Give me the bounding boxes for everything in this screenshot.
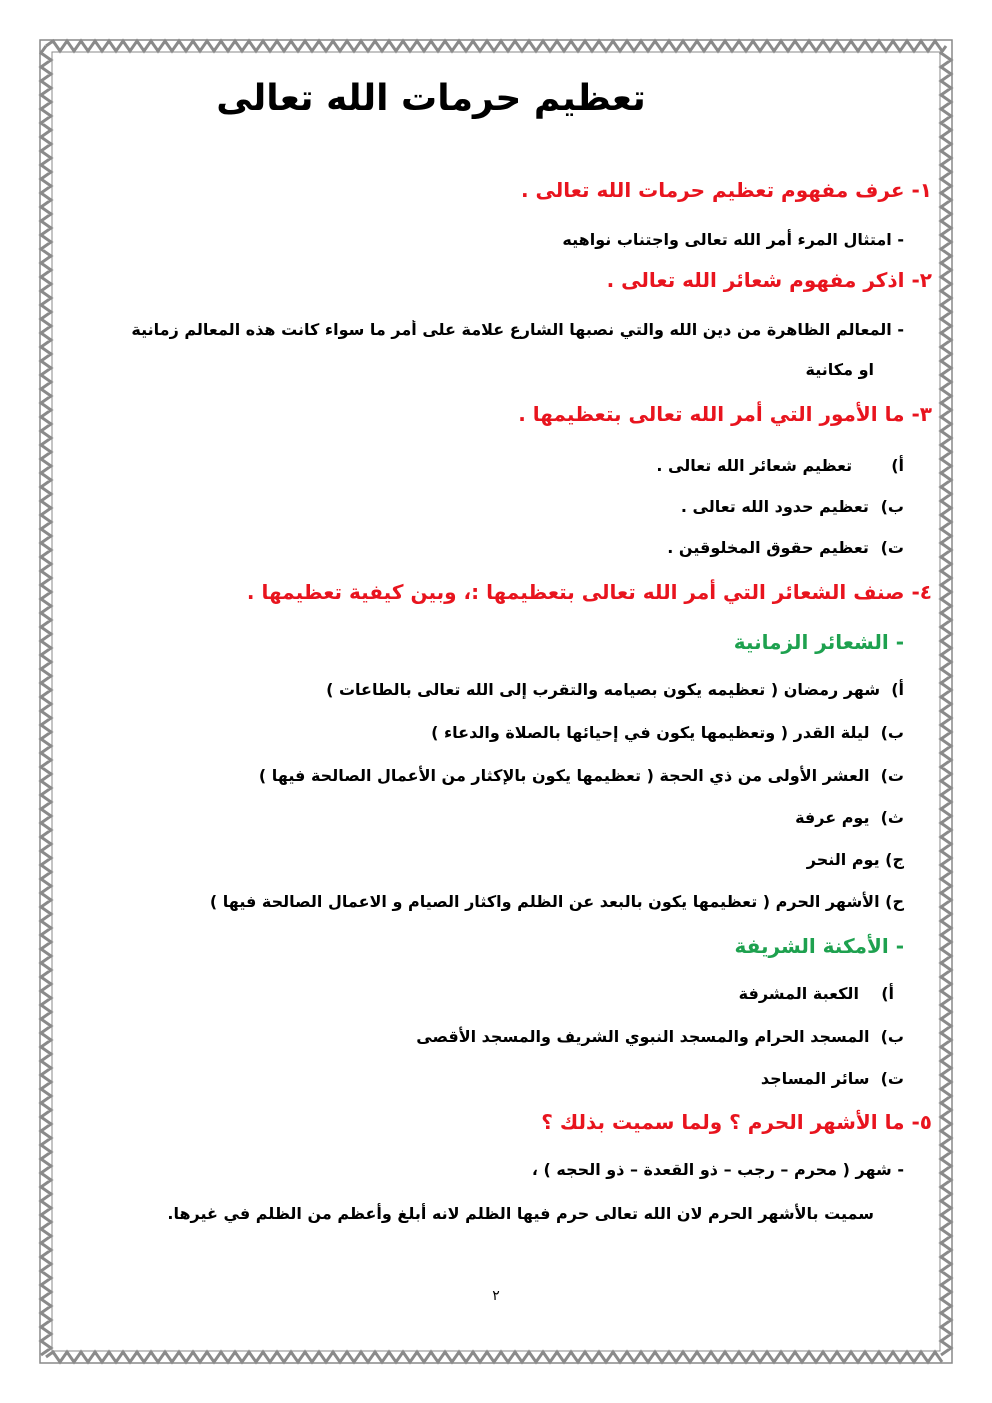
answer-2-line-1: - المعالم الظاهرة من دين الله والتي نصبها الشارع علامة على أمر ما سواء كانت هذه المعالم زمانية xyxy=(131,320,904,339)
item-label: أ) xyxy=(891,680,904,699)
item-label: أ) xyxy=(881,984,894,1003)
places-item xyxy=(761,1069,904,1088)
page-number: ٢ xyxy=(492,1288,500,1304)
page-content xyxy=(60,60,932,1340)
item-text: يوم عرفة xyxy=(795,808,870,827)
item-text: تعظيم شعائر الله تعالى . xyxy=(656,456,853,475)
temporal-item xyxy=(326,680,904,699)
item-label: ت) xyxy=(880,766,904,785)
question-1: ١- عرف مفهوم تعظيم حرمات الله تعالى . xyxy=(520,178,932,202)
places-heading: - الأمكنة الشريفة xyxy=(734,934,904,958)
temporal-heading: - الشعائر الزمانية xyxy=(733,630,904,654)
item-text: يوم النحر xyxy=(806,850,880,869)
item-text: شهر رمضان ( تعظيمه يكون بصيامه والتقرب إلى الله تعالى بالطاعات ) xyxy=(326,680,881,699)
item-label: ح) xyxy=(885,892,904,911)
item-text: تعظيم حدود الله تعالى . xyxy=(680,497,869,516)
answer-5-line-1: - شهر ( محرم – رجب – ذو القعدة – ذو الحجه ) ، xyxy=(531,1160,904,1179)
page-title: تعظيم حرمات الله تعالى xyxy=(216,78,646,119)
item-label: ث) xyxy=(880,808,904,827)
temporal-item xyxy=(807,850,904,869)
item-text: الكعبة المشرفة xyxy=(738,984,859,1003)
temporal-item xyxy=(210,892,904,911)
answer-1: - امتثال المرء أمر الله تعالى واجتناب نواهيه xyxy=(562,230,904,249)
q3-item xyxy=(656,456,904,475)
temporal-item xyxy=(795,808,904,827)
item-label: أ) xyxy=(891,456,904,475)
places-item xyxy=(739,984,894,1003)
q3-item xyxy=(667,538,904,557)
answer-5-line-2: سميت بالأشهر الحرم لان الله تعالى حرم فيها الظلم لانه أبلغ وأعظم من الظلم في غيرها. xyxy=(167,1204,874,1223)
item-text: سائر المساجد xyxy=(760,1069,870,1088)
item-label: ج) xyxy=(885,850,904,869)
q3-item xyxy=(681,497,904,516)
item-label: ب) xyxy=(880,1027,904,1046)
item-label: ت) xyxy=(880,538,904,557)
item-label: ب) xyxy=(880,723,904,742)
question-2: ٢- اذكر مفهوم شعائر الله تعالى . xyxy=(606,268,932,292)
temporal-item xyxy=(259,766,904,785)
answer-2-line-2: او مكانية xyxy=(805,360,874,379)
item-text: ليلة القدر ( وتعظيمها يكون في إحيائها بالصلاة والدعاء ) xyxy=(431,723,870,742)
item-text: العشر الأولى من ذي الحجة ( تعظيمها يكون بالإكثار من الأعمال الصالحة فيها ) xyxy=(258,766,870,785)
item-text: الأشهر الحرم ( تعظيمها يكون بالبعد عن الظلم واكثار الصيام و الاعمال الصالحة فيها ) xyxy=(209,892,880,911)
temporal-item xyxy=(431,723,904,742)
item-text: تعظيم حقوق المخلوقين . xyxy=(667,538,869,557)
item-text: المسجد الحرام والمسجد النبوي الشريف والمسجد الأقصى xyxy=(416,1027,870,1046)
question-5: ٥- ما الأشهر الحرم ؟ ولما سميت بذلك ؟ xyxy=(541,1110,932,1134)
question-4: ٤- صنف الشعائر التي أمر الله تعالى بتعظيمها :، وبين كيفية تعظيمها . xyxy=(246,580,932,604)
item-label: ت) xyxy=(880,1069,904,1088)
item-label: ب) xyxy=(880,497,904,516)
places-item xyxy=(416,1027,904,1046)
question-3: ٣- ما الأمور التي أمر الله تعالى بتعظيمها . xyxy=(518,402,932,426)
